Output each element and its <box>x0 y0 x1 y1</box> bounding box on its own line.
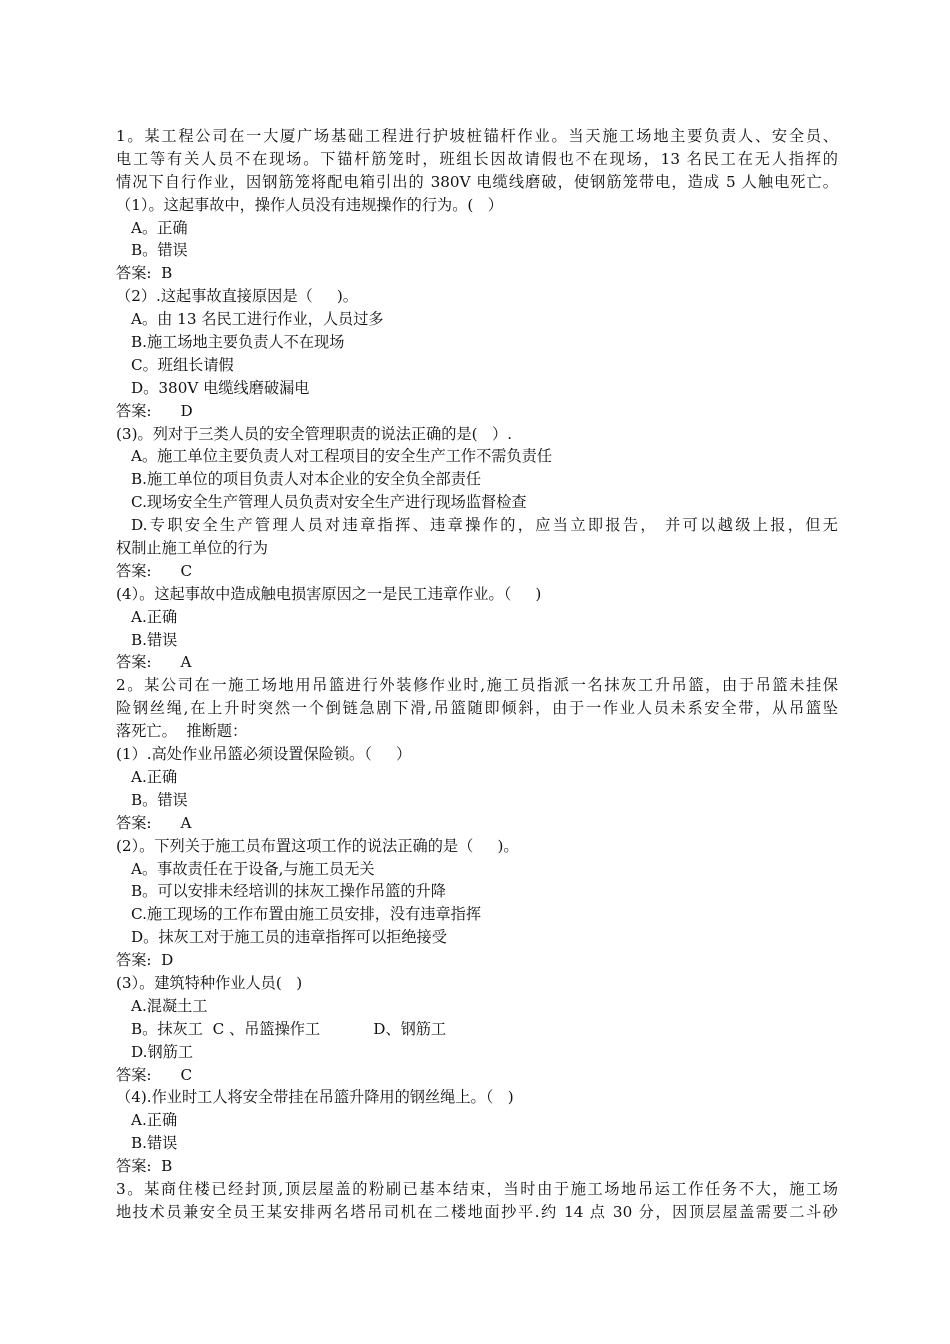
answer-line: 答案: C <box>116 1065 193 1084</box>
answer-line: 答案: B <box>116 264 173 283</box>
answer-line: 答案: C <box>116 561 193 580</box>
option-line: D.专职安全生产管理人员对违章指挥、违章操作的，应当立即报告， 并可以越级上报，但无 <box>131 516 838 535</box>
option-line: A.正确 <box>131 607 178 626</box>
option-line: B。可以安排未经培训的抹灰工操作吊篮的升降 <box>131 882 446 901</box>
text-line: 落死亡。 推断题： <box>116 722 248 741</box>
text-line: 1。某工程公司在一大厦广场基础工程进行护坡桩锚杆作业。当天施工场地主要负责人、安全员、 <box>116 127 838 145</box>
option-line: B.错误 <box>131 630 178 649</box>
option-line: D。抹灰工对于施工员的违章指挥可以拒绝接受 <box>131 928 447 947</box>
option-line: D.钢筋工 <box>131 1042 194 1061</box>
text-line: 险钢丝绳,在上升时突然一个倒链急剧下滑,吊篮随即倾斜，由于一作业人员未系安全带，从吊篮坠 <box>116 699 838 718</box>
option-continuation-line: 权制止施工单位的行为 <box>116 539 268 558</box>
text-line: 地技术员兼安全员王某安排两名塔吊司机在二楼地面抄平.约 14 点 30 分，因顶层屋盖需要二斗砂 <box>116 1202 838 1221</box>
answer-line: 答案: D <box>116 401 193 420</box>
option-line: B。错误 <box>131 790 188 809</box>
option-line: A。事故责任在于设备,与施工员无关 <box>131 859 375 878</box>
question-line: （1）。这起事故中，操作人员没有违规操作的行为。( ） <box>116 195 503 214</box>
document-body <box>116 125 838 1224</box>
answer-line: 答案: A <box>116 653 192 672</box>
text-line: 电工等有关人员不在现场。下锚杆筋笼时，班组长因故请假也不在现场，13 名民工在无人指挥的 <box>116 149 838 168</box>
answer-line: 答案: B <box>116 1157 173 1176</box>
option-line: D。380V 电缆线磨破漏电 <box>131 378 310 397</box>
question-line: （2）.这起事故直接原因是（ )。 <box>116 287 358 306</box>
option-line: A.正确 <box>131 1111 178 1130</box>
option-line: A。由 13 名民工进行作业，人员过多 <box>131 310 384 329</box>
question-line: (3)。列对于三类人员的安全管理职责的说法正确的是( ）. <box>116 424 513 443</box>
option-line: A。正确 <box>131 218 188 237</box>
option-line: B.施工单位的项目负责人对本企业的安全负全部责任 <box>131 470 482 489</box>
question-line: (2）。下列关于施工员布置这项工作的说法正确的是（ )。 <box>116 836 519 855</box>
answer-line: 答案: D <box>116 951 174 970</box>
option-line: C。班组长请假 <box>131 355 234 374</box>
option-line: B.施工场地主要负责人不在现场 <box>131 333 345 352</box>
answer-line: 答案: A <box>116 813 192 832</box>
question-line: (3）。建筑特种作业人员( ) <box>116 973 303 992</box>
option-line: C.施工现场的工作布置由施工员安排，没有违章指挥 <box>131 905 482 924</box>
option-line: A。施工单位主要负责人对工程项目的安全生产工作不需负责任 <box>131 447 553 466</box>
option-line: B。抹灰工 C 、吊篮操作工 D、钢筋工 <box>131 1019 447 1038</box>
question-line: (4）。这起事故中造成触电损害原因之一是民工违章作业。（ ) <box>116 584 542 603</box>
text-line: 情况下自行作业，因钢筋笼将配电箱引出的 380V 电缆线磨破，使钢筋笼带电，造成 5 人触电死亡。 <box>116 172 838 191</box>
question-line: （4).作业时工人将安全带挂在吊篮升降用的钢丝绳上。（ ) <box>116 1088 514 1107</box>
option-line: B.错误 <box>131 1134 178 1153</box>
text-line: 2。某公司在一施工场地用吊篮进行外装修作业时,施工员指派一名抹灰工升吊篮，由于吊篮未挂保 <box>116 676 838 695</box>
option-line: C.现场安全生产管理人员负责对安全生产进行现场监督检查 <box>131 493 527 512</box>
option-line: B。错误 <box>131 241 188 260</box>
question-line: (1）.高处作业吊篮必须设置保险锁。（ ） <box>116 745 412 764</box>
option-line: A.混凝土工 <box>131 996 208 1015</box>
text-line: 3。某商住楼已经封顶,顶层屋盖的粉刷已基本结束，当时由于施工场地吊运工作任务不大，施工场 <box>116 1179 838 1198</box>
option-line: A.正确 <box>131 767 178 786</box>
